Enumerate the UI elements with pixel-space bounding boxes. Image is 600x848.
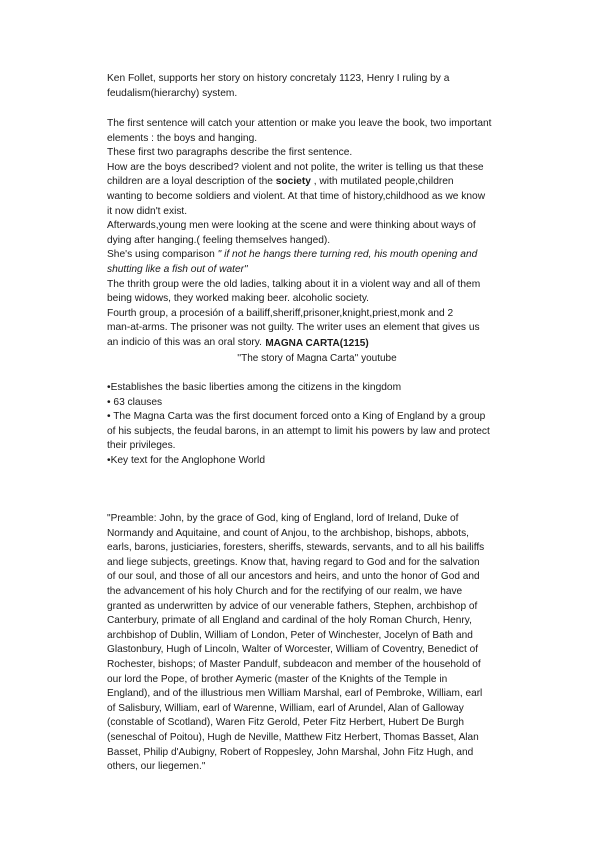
analysis-line: These first two paragraphs describe the first sentence. bbox=[107, 147, 353, 159]
quote-italic: " if not he hangs there turning red, his mouth opening and bbox=[217, 249, 478, 261]
preamble-line: others, our liegemen." bbox=[107, 761, 206, 773]
analysis-text: children are a loyal description of the bbox=[107, 176, 276, 188]
analysis-line bbox=[107, 175, 527, 190]
preamble-line: our lord the Pope, of brother Aymeric (master of the Knights of the Temple in bbox=[107, 673, 448, 685]
preamble-line: Normandy and Aquitaine, and count of Anjou, to the archbishop, bishops, abbots, bbox=[107, 527, 469, 539]
preamble-line: Basset, Philip d'Aubigny, Robert of Roppesley, John Marshal, John Fitz Hugh, and bbox=[107, 746, 474, 758]
analysis-line: it now didn't exist. bbox=[107, 205, 188, 217]
preamble-line: (constable of Scotland), Waren Fitz Gerold, Peter Fitz Herbert, Hubert De Burgh bbox=[107, 717, 464, 729]
bullet-list bbox=[107, 381, 527, 469]
preamble-line: earls, barons, justiciaries, foresters, sheriffs, stewards, servants, and to all his bailiffs bbox=[107, 542, 485, 554]
analysis-line: man-at-arms. The prisoner was not guilty. The writer uses an element that gives us bbox=[107, 322, 480, 334]
preamble-line: Glastonbury, Hugh of Lincoln, Walter of Worcester, William of Coventry, Benedict of bbox=[107, 644, 479, 656]
section-heading bbox=[107, 337, 527, 366]
preamble-line: granted as underwritten by advice of our venerable fathers, Stephen, archbishop of bbox=[107, 600, 478, 612]
list-item: • 63 clauses bbox=[107, 396, 163, 408]
analysis-line: an indicio of this was an oral story. bbox=[107, 336, 262, 348]
analysis-line: The thrith group were the old ladies, talking about it in a violent way and all of them bbox=[107, 278, 481, 290]
analysis-line: Afterwards,young men were looking at the scene and were thinking about ways of bbox=[107, 220, 476, 232]
analysis-text: She's using comparison bbox=[107, 249, 218, 261]
analysis-line: being widows, they worked making beer. alcoholic society. bbox=[107, 293, 369, 305]
analysis-text: , with mutilated people,children bbox=[310, 176, 454, 188]
preamble-line: Rochester, bishops; of Master Pandulf, subdeacon and member of the household of bbox=[107, 658, 481, 670]
preamble-line: "Preamble: John, by the grace of God, king of England, lord of Ireland, Duke of bbox=[107, 513, 459, 524]
list-item: • The Magna Carta was the first document forced onto a King of England by a group bbox=[107, 411, 486, 423]
list-item: of his subjects, the feudal barons, in an attempt to limit his powers by law and protect bbox=[107, 425, 490, 437]
analysis-line: How are the boys described? violent and not polite, the writer is telling us that these bbox=[107, 161, 484, 173]
section-subtitle: ''The story of Magna Carta'' youtube bbox=[237, 352, 397, 364]
analysis-line: elements : the boys and hanging. bbox=[107, 132, 258, 144]
list-item: •Establishes the basic liberties among the citizens in the kingdom bbox=[107, 382, 402, 393]
analysis-section bbox=[107, 117, 527, 351]
preamble-line: (seneschal of Poitou), Hugh de Neville, Matthew Fitz Herbert, Thomas Basset, Alan bbox=[107, 731, 479, 743]
preamble-line: of Salisbury, William, earl of Warenne, William, earl of Arundel, Alan of Galloway bbox=[107, 702, 464, 714]
analysis-line: Fourth group, a procesión of a bailiff,sheriff,prisoner,knight,priest,monk and 2 bbox=[107, 307, 454, 319]
preamble-line: and liege subjects, greetings. Know that, having regard to God and for the salvation bbox=[107, 556, 480, 568]
intro-paragraph bbox=[107, 72, 527, 101]
preamble-line: England), and of the illustrious men William Marshal, earl of Pembroke, William, earl bbox=[107, 688, 483, 700]
analysis-line: dying after hanging.( feeling themselves hanged). bbox=[107, 234, 331, 246]
preamble-quote bbox=[107, 512, 527, 775]
preamble-line: archbishop of Dublin, William of London, Peter of Winchester, Jocelyn of Bath and bbox=[107, 629, 473, 641]
preamble-line: the advancement of his holy Church and for the rectifying of our realm, we have bbox=[107, 585, 463, 597]
analysis-line bbox=[107, 248, 527, 263]
analysis-line: wanting to become soldiers and violent. At that time of history,childhood as we know bbox=[107, 190, 486, 202]
section-title: MAGNA CARTA(1215) bbox=[265, 338, 369, 349]
society-emphasis: society bbox=[275, 176, 311, 188]
preamble-line: of our soul, and those of all our ancestors and heirs, and unto the honor of God and bbox=[107, 571, 480, 583]
preamble-line: Canterbury, primate of all England and cardinal of the holy Roman Church, Henry, bbox=[107, 615, 472, 627]
list-item: •Key text for the Anglophone World bbox=[107, 454, 265, 466]
quote-italic-line: shutting like a fish out of water" bbox=[107, 263, 248, 275]
intro-line-2: feudalism(hierarchy) system. bbox=[107, 87, 238, 99]
intro-line-1: Ken Follet, supports her story on history concretaly 1123, Henry I ruling by a bbox=[107, 73, 450, 84]
analysis-line: The first sentence will catch your attention or make you leave the book, two important bbox=[107, 118, 492, 129]
list-item: their privileges. bbox=[107, 440, 176, 452]
